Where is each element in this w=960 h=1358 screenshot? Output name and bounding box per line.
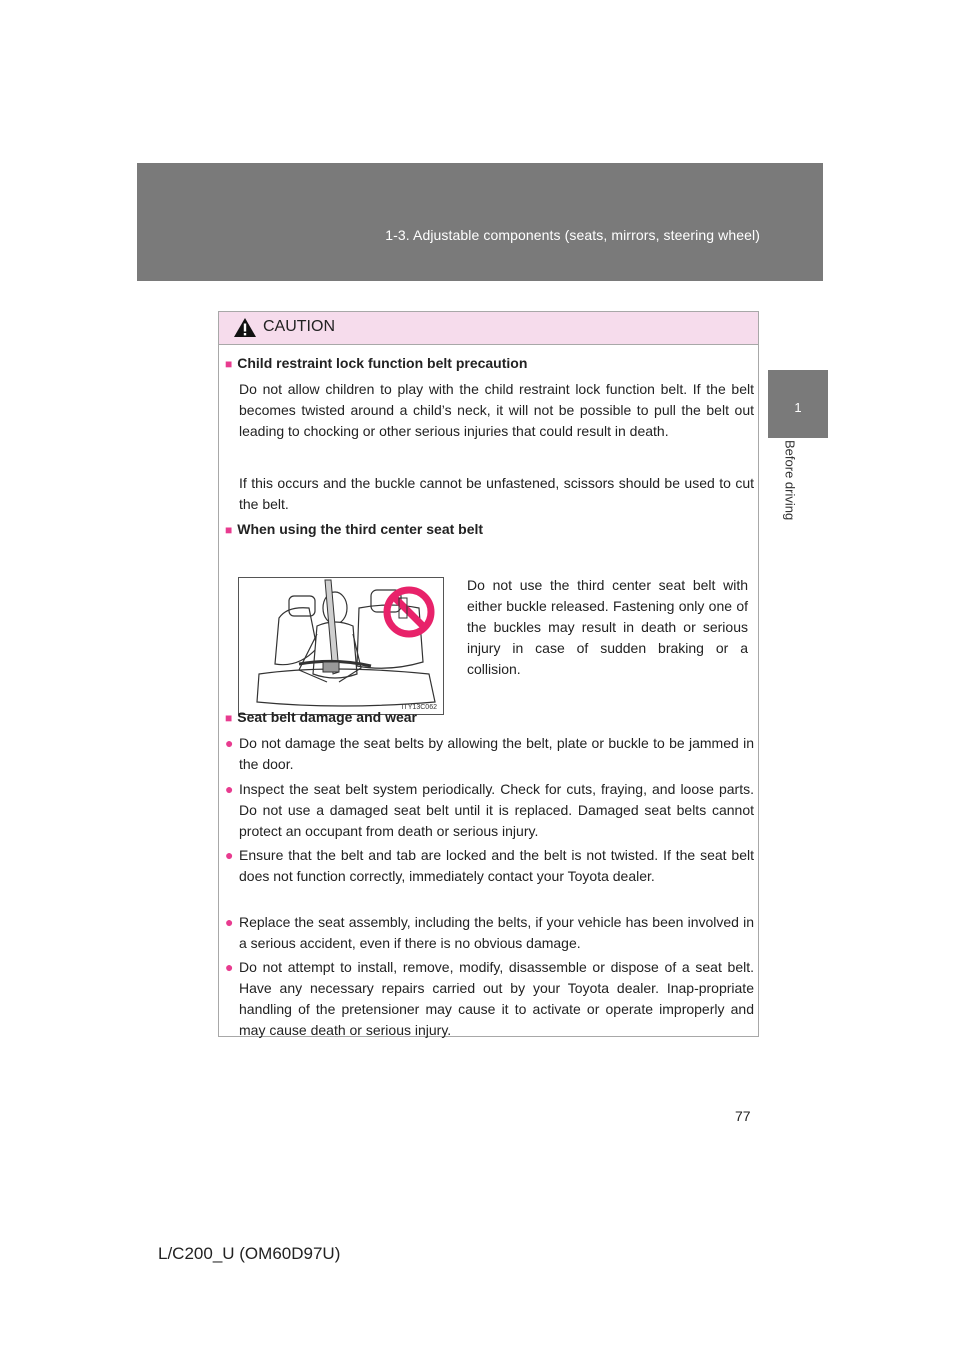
chapter-label [780,440,800,540]
child-lock-paragraph-2: If this occurs and the buckle cannot be unfastened, scissors should be used to cut the belt. [239,475,754,512]
damage-bullet: ● Replace the seat assembly, including the belts, if your vehicle has been involved in a serious accident, even if there is no obvious damage. [225,914,754,951]
section-heading-child-lock: ■ Child restraint lock function belt precaution [225,355,528,371]
section-title: 1-3. Adjustable components (seats, mirrors, steering wheel) [385,227,760,243]
warning-triangle-icon [233,317,257,338]
seat-belt-illustration [238,577,444,715]
header-band [137,163,823,281]
circle-bullet-icon: ● [225,959,234,975]
figure-code: ITY13C062 [401,704,437,711]
circle-bullet-icon: ● [225,735,234,751]
seat-illustration-svg [239,578,443,714]
chapter-label-text: Before driving [782,440,798,521]
child-lock-paragraph-1: Do not allow children to play with the child restraint lock function belt. If the belt becomes twisted around a child’s neck, it will not be possible to pull the belt out leading to chocking or other serious injuries that could result in death. [239,381,754,439]
damage-bullet: ● Do not attempt to install, remove, modify, disassemble or dispose of a seat belt. Have any necessary repairs carried out by your Toyota dealer. Inap-propriate handling of the pretensioner may cause it to activate or operate improperly and may cause death or serious injury. [225,959,754,1038]
section-heading-damage: ■ Seat belt damage and wear [225,709,417,725]
caution-header [219,312,758,345]
damage-bullet: ● Do not damage the seat belts by allowing the belt, plate or buckle to be jammed in the door. [225,735,754,772]
circle-bullet-icon: ● [225,781,234,797]
third-belt-text: Do not use the third center seat belt with either buckle released. Fastening only one of the buckles may result in death or serious injury in case of sudden braking or a collision. [467,577,748,677]
square-bullet-icon: ■ [225,711,233,725]
damage-bullet: ● Ensure that the belt and tab are locked and the belt is not twisted. If the seat belt does not function correctly, immediately contact your Toyota dealer. [225,847,754,884]
damage-bullet: ● Inspect the seat belt system periodically. Check for cuts, fraying, and loose parts. Do not use a damaged seat belt until it is replaced. Damaged seat belts cannot protect an occupant from death or serious injury. [225,781,754,839]
page-number: 77 [735,1108,751,1124]
caution-box [218,311,759,1037]
caution-title: CAUTION [263,318,335,335]
square-bullet-icon: ■ [225,523,233,537]
square-bullet-icon: ■ [225,357,233,371]
chapter-number: 1 [794,400,802,415]
chapter-tab [768,370,828,438]
section-heading-third-belt: ■ When using the third center seat belt [225,521,484,537]
footer-code: L/C200_U (OM60D97U) [158,1244,341,1263]
circle-bullet-icon: ● [225,847,234,863]
circle-bullet-icon: ● [225,914,234,930]
